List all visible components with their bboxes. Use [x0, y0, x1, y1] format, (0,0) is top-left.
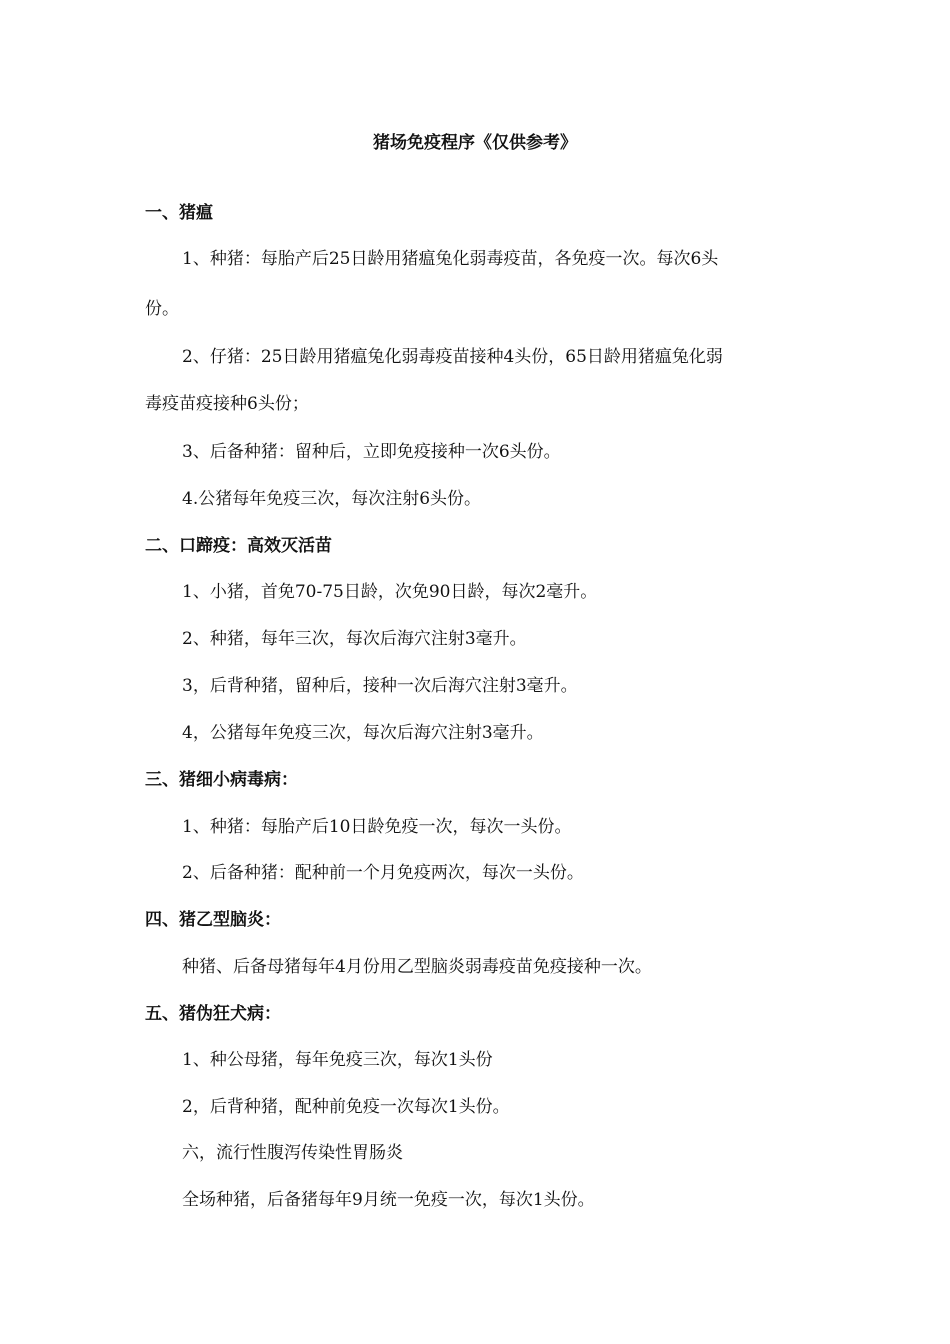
- paragraph-line: 毒疫苗疫接种6头份；: [145, 394, 309, 414]
- paragraph-line: 1、种猪：每胎产后10日龄免疫一次，每次一头份。: [182, 817, 572, 837]
- paragraph-line: 4.公猪每年免疫三次，每次注射6头份。: [182, 489, 482, 509]
- paragraph-line: 六，流行性腹泻传染性胃肠炎: [182, 1143, 403, 1163]
- paragraph-line: 1、小猪，首免70-75日龄，次免90日龄，每次2毫升。: [182, 582, 598, 602]
- paragraph-line: 2，后背种猪，配种前免疫一次每次1头份。: [182, 1097, 510, 1117]
- section-heading-swine-fever: 一、猪瘟: [145, 203, 213, 223]
- section-heading-pseudorabies: 五、猪伪狂犬病：: [145, 1004, 281, 1024]
- paragraph-line: 全场种猪，后备猪每年9月统一免疫一次，每次1头份。: [182, 1190, 595, 1210]
- paragraph-line: 1、种公母猪，每年免疫三次，每次1头份: [182, 1050, 493, 1070]
- section-heading-encephalitis: 四、猪乙型脑炎：: [145, 910, 281, 930]
- section-heading-parvovirus: 三、猪细小病毒病：: [145, 770, 298, 790]
- paragraph-line: 3，后背种猪，留种后，接种一次后海穴注射3毫升。: [182, 676, 578, 696]
- paragraph-line: 3、后备种猪：留种后，立即免疫接种一次6头份。: [182, 442, 561, 462]
- paragraph-line: 2、种猪，每年三次，每次后海穴注射3毫升。: [182, 629, 527, 649]
- paragraph-line: 1、种猪：每胎产后25日龄用猪瘟兔化弱毒疫苗，各免疫一次。每次6头: [182, 249, 719, 269]
- paragraph-line: 2、仔猪：25日龄用猪瘟兔化弱毒疫苗接种4头份，65日龄用猪瘟兔化弱: [182, 347, 723, 367]
- paragraph-line: 2、后备种猪：配种前一个月免疫两次，每次一头份。: [182, 863, 584, 883]
- paragraph-line: 份。: [145, 299, 179, 319]
- document-title: 猪场免疫程序《仅供参考》: [373, 133, 577, 153]
- paragraph-line: 种猪、后备母猪每年4月份用乙型脑炎弱毒疫苗免疫接种一次。: [182, 957, 652, 977]
- paragraph-line: 4，公猪每年免疫三次，每次后海穴注射3毫升。: [182, 723, 544, 743]
- section-heading-foot-and-mouth: 二、口蹄疫：高效灭活苗: [145, 536, 332, 556]
